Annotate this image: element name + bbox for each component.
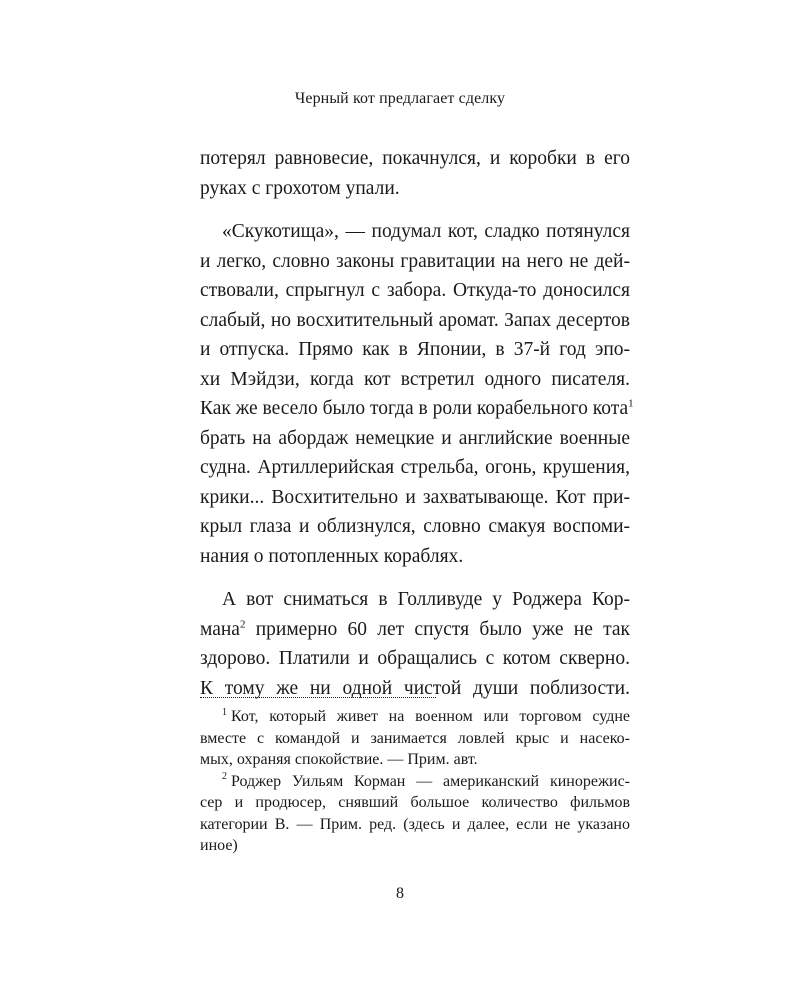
running-title: Черный кот предлагает сделку xyxy=(294,90,506,107)
footnote-number: 1 xyxy=(222,706,227,718)
text-line-with-footnote xyxy=(200,615,630,645)
text-line: «Скукотища», — подумал кот, сладко потянулся xyxy=(222,221,630,242)
text-line: здорово. Платили и обращались с котом скверно. xyxy=(200,648,630,669)
text-line-with-footnote xyxy=(200,394,634,424)
text-line: судна. Артиллерийская стрельба, огонь, крушения, xyxy=(200,457,630,478)
text-line: и отпуска. Прямо как в Японии, в 37-й год эпо- xyxy=(200,339,630,360)
text-line: брать на абордаж немецкие и английские военные xyxy=(200,427,630,449)
footnote-line: иное) xyxy=(200,837,238,854)
footnote-number: 2 xyxy=(222,771,227,783)
footnote-text: Роджер Уильям Корман — американский кинорежис- xyxy=(231,772,630,790)
text-line: крики... Восхитительно и захватывающе. Кот при- xyxy=(200,486,630,508)
footnote-line xyxy=(200,771,630,793)
text-fragment: мана xyxy=(200,618,240,640)
text-line: А вот сниматься в Голливуде у Роджера Кор- xyxy=(222,589,630,610)
text-line: крыл глаза и облизнулся, словно смакуя воспоми- xyxy=(200,516,630,537)
text-line: слабый, но восхитительный аромат. Запах десертов xyxy=(200,309,630,331)
text-line: ствовали, спрыгнул с забора. Откуда-то доносился xyxy=(200,280,630,301)
footnote-divider xyxy=(200,697,436,698)
footnote-line xyxy=(200,706,630,728)
text-line: Как же весело было тогда в роли корабельного кота xyxy=(200,398,629,419)
text-line: К тому же ни одной чистой души поблизости. xyxy=(200,677,630,699)
text-line: хи Мэйдзи, когда кот встретил одного писателя. xyxy=(200,368,630,390)
main-text xyxy=(200,144,634,703)
footnote-ref[interactable]: 1 xyxy=(628,397,634,410)
text-line: руках с грохотом упали. xyxy=(200,177,400,199)
text-line: и легко, словно законы гравитации на него не дей- xyxy=(200,250,630,272)
footnote-line: мых, охраняя спокойствие. — Прим. авт. xyxy=(200,751,478,768)
text-line: нания о потопленных кораблях. xyxy=(200,545,464,567)
text-line: потерял равновесие, покачнулся, и коробки в его xyxy=(200,148,630,169)
text-fragment: примерно 60 лет спустя было уже не так xyxy=(245,618,630,640)
page-number: 8 xyxy=(396,885,404,902)
footnote-line: сер и продюсер, снявший большое количество фильмов xyxy=(200,794,630,811)
footnote-line: вместе с командой и занимается ловлей крыс и насеко- xyxy=(200,729,630,747)
footnote-ref[interactable]: 2 xyxy=(239,618,246,630)
footnote-text: Кот, который живет на военном или торговом судне xyxy=(231,708,630,725)
footnote-line: категории B. — Прим. ред. (здесь и далее, если не указано xyxy=(200,815,630,833)
footnotes xyxy=(200,706,630,857)
